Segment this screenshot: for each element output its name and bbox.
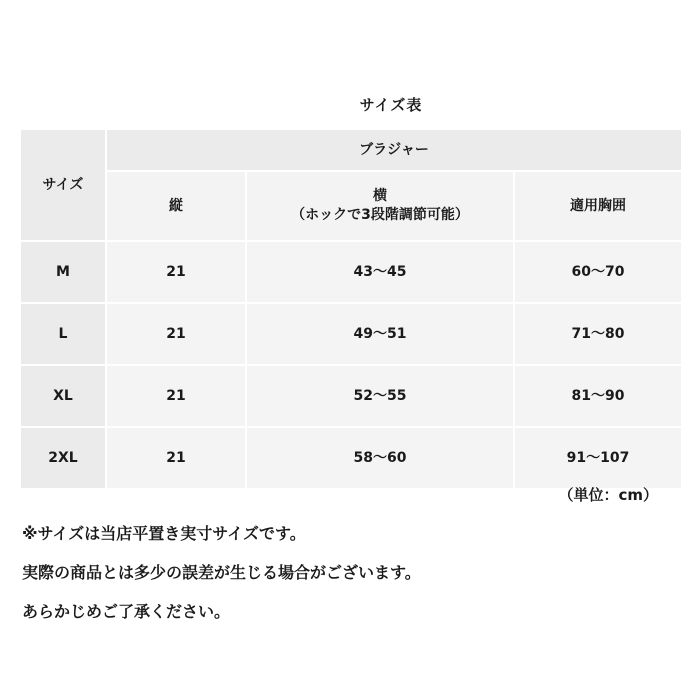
table-row	[20, 303, 682, 365]
table-subheader-row	[20, 171, 682, 241]
width-cell: 52～55	[246, 365, 514, 427]
bust-cell: 81～90	[514, 365, 682, 427]
width-cell: 43～45	[246, 241, 514, 303]
bust-cell: 60～70	[514, 241, 682, 303]
size-column-header: サイズ	[20, 129, 106, 241]
size-table	[19, 128, 683, 490]
width-column-header	[246, 171, 514, 241]
table-row	[20, 241, 682, 303]
size-cell: 2XL	[20, 427, 106, 489]
size-cell: L	[20, 303, 106, 365]
size-cell: M	[20, 241, 106, 303]
bust-cell: 91～107	[514, 427, 682, 489]
table-header-row	[20, 129, 682, 171]
note-line: 実際の商品とは多少の誤差が生じる場合がございます。	[22, 563, 421, 582]
size-cell: XL	[20, 365, 106, 427]
length-cell: 21	[106, 303, 246, 365]
length-column-header: 縦	[106, 171, 246, 241]
note-line: ※サイズは当店平置き実寸サイズです。	[22, 524, 306, 543]
size-chart-title: サイズ表	[359, 96, 423, 114]
note-line: あらかじめご了承ください。	[22, 602, 231, 621]
table-row	[20, 365, 682, 427]
width-header-note: （ホックで3段階調節可能）	[291, 207, 469, 223]
notes	[22, 514, 421, 631]
unit-label: （単位：cm）	[558, 486, 658, 504]
width-cell: 58～60	[246, 427, 514, 489]
length-cell: 21	[106, 241, 246, 303]
table-row	[20, 427, 682, 489]
brassiere-group-header: ブラジャー	[106, 129, 682, 171]
bust-column-header: 適用胸囲	[514, 171, 682, 241]
width-cell: 49～51	[246, 303, 514, 365]
length-cell: 21	[106, 427, 246, 489]
length-cell: 21	[106, 365, 246, 427]
width-header-label: 横	[373, 188, 387, 205]
bust-cell: 71～80	[514, 303, 682, 365]
